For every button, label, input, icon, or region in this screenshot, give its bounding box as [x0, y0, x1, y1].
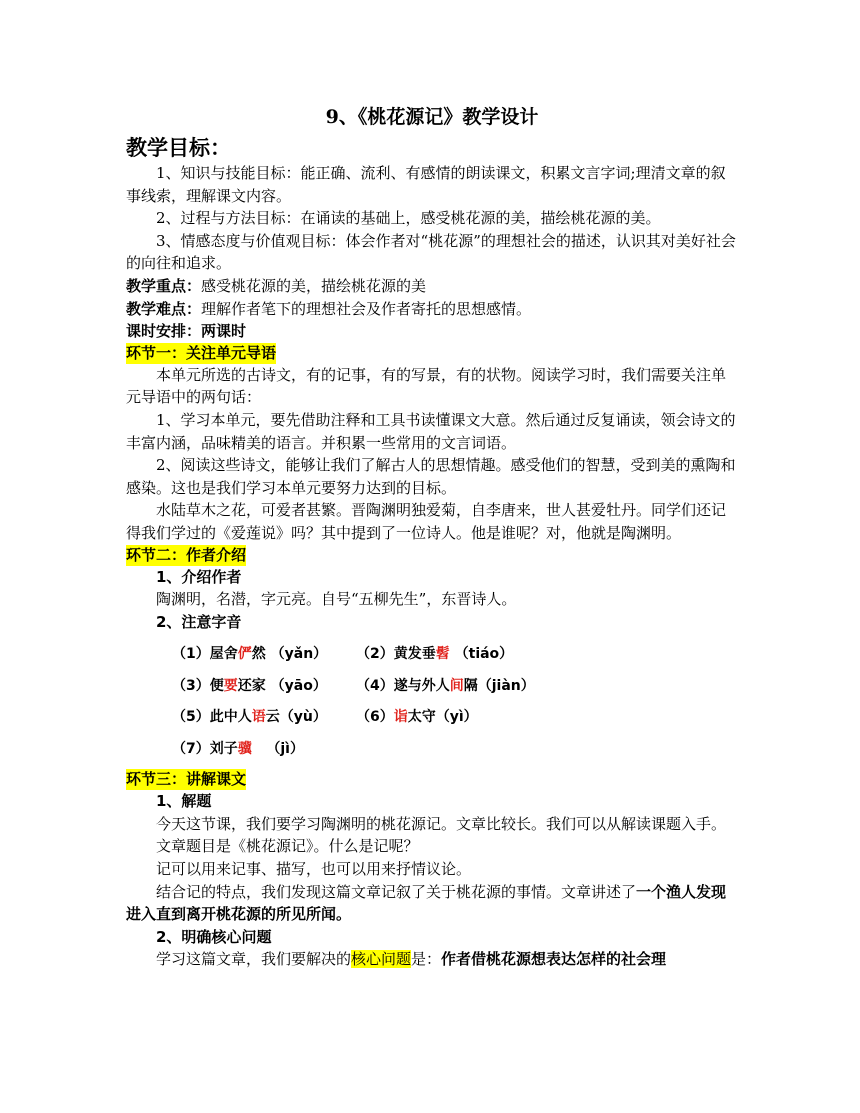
- paragraph: 结合记的特点，我们发现这篇文章记叙了关于桃花源的事情。文章讲述了一个渔人发现进入直到离开桃花源的所见所闻。: [126, 882, 727, 924]
- paragraph: 水陆草木之花，可爱者甚繁。晋陶渊明独爱菊，自李唐来，世人甚爱牡丹。同学们还记得我们学过的《爱莲说》吗？其中提到了一位诗人。他是谁呢？对，他就是陶渊明。: [126, 501, 727, 542]
- pronunciation-item: （1）屋舍俨然 （yǎn）: [172, 646, 328, 663]
- pronunciation-item: （7）刘子骥 （jì）: [172, 740, 304, 757]
- document-page: [126, 100, 738, 971]
- key-point-text: 感受桃花源的美，描绘桃花源的美: [201, 276, 427, 295]
- paragraph: 陶渊明，名潜，字元亮。自号“五柳先生”，东晋诗人。: [156, 590, 517, 609]
- pronunciation-row: [172, 732, 738, 764]
- goal-item: 3、情感态度与价值观目标：体会作者对“桃花源”的理想社会的描述，认识其对美好社会的向往和追求。: [126, 231, 736, 273]
- paragraph: 学习这篇文章，我们要解决的核心问题是：作者借桃花源想表达怎样的社会理: [156, 950, 667, 969]
- paragraph: 2、阅读这些诗文，能够让我们了解古人的思想情趣。感受他们的智慧，受到美的熏陶和感染。这也是我们学习本单元要努力达到的目标。: [126, 456, 736, 497]
- highlight: 核心问题: [351, 950, 412, 969]
- goal-item: 2、过程与方法目标：在诵读的基础上，感受桃花源的美，描绘桃花源的美。: [156, 209, 661, 228]
- paragraph: 1、学习本单元，要先借助注释和工具书读懂课文大意。然后通过反复诵读，领会诗文的丰富内涵，品味精美的语言。并积累一些常用的文言词语。: [126, 410, 736, 452]
- paragraph: 今天这节课，我们要学习陶渊明的桃花源记。文章比较长。我们可以从解读课题入手。: [156, 814, 727, 833]
- key-point: [126, 275, 738, 298]
- pronunciation-item: （6）诣太守（yì）: [356, 709, 478, 726]
- section-heading-1: 环节一：关注单元导语: [126, 343, 277, 362]
- subheading: 2、明确核心问题: [156, 927, 272, 946]
- key-point-label: 教学重点：: [126, 276, 202, 295]
- difficulty-label: 教学难点：: [126, 299, 202, 318]
- paragraph: 记可以用来记事、描写，也可以用来抒情议论。: [156, 860, 472, 879]
- goals-heading: 教学目标：: [126, 136, 231, 160]
- paragraph: 本单元所选的古诗文，有的记事，有的写景，有的状物。阅读学习时，我们需要关注单元导语中的两句话：: [126, 365, 727, 407]
- pronunciation-row: [172, 700, 738, 732]
- difficulty: [126, 298, 738, 321]
- goal-item: 1、知识与技能目标：能正确、流利、有感情的朗读课文，积累文言字词;理清文章的叙事线索，理解课文内容。: [126, 164, 726, 205]
- section-heading-2: 环节二：作者介绍: [126, 545, 247, 564]
- subheading: 2、注意字音: [156, 612, 242, 631]
- pronunciation-list: [172, 637, 738, 763]
- pronunciation-item: （5）此中人语云（yù）: [172, 709, 327, 726]
- pronunciation-row: [172, 669, 738, 701]
- subheading: 1、解题: [156, 792, 212, 811]
- pronunciation-item: （3）便要还家 （yāo）: [172, 677, 327, 694]
- page-title: 9、《桃花源记》教学设计: [325, 106, 539, 128]
- pronunciation-row: [172, 637, 738, 669]
- schedule: 课时安排：两课时: [126, 322, 247, 341]
- section-heading-3: 环节三：讲解课文: [126, 770, 247, 789]
- pronunciation-item: （2）黄发垂髫 （tiáo）: [356, 646, 514, 663]
- paragraph: 文章题目是《桃花源记》。什么是记呢？: [156, 837, 419, 856]
- pronunciation-item: （4）遂与外人间隔（jiàn）: [356, 677, 535, 694]
- subheading: 1、介绍作者: [156, 567, 242, 586]
- difficulty-text: 理解作者笔下的理想社会及作者寄托的思想感情。: [201, 299, 532, 318]
